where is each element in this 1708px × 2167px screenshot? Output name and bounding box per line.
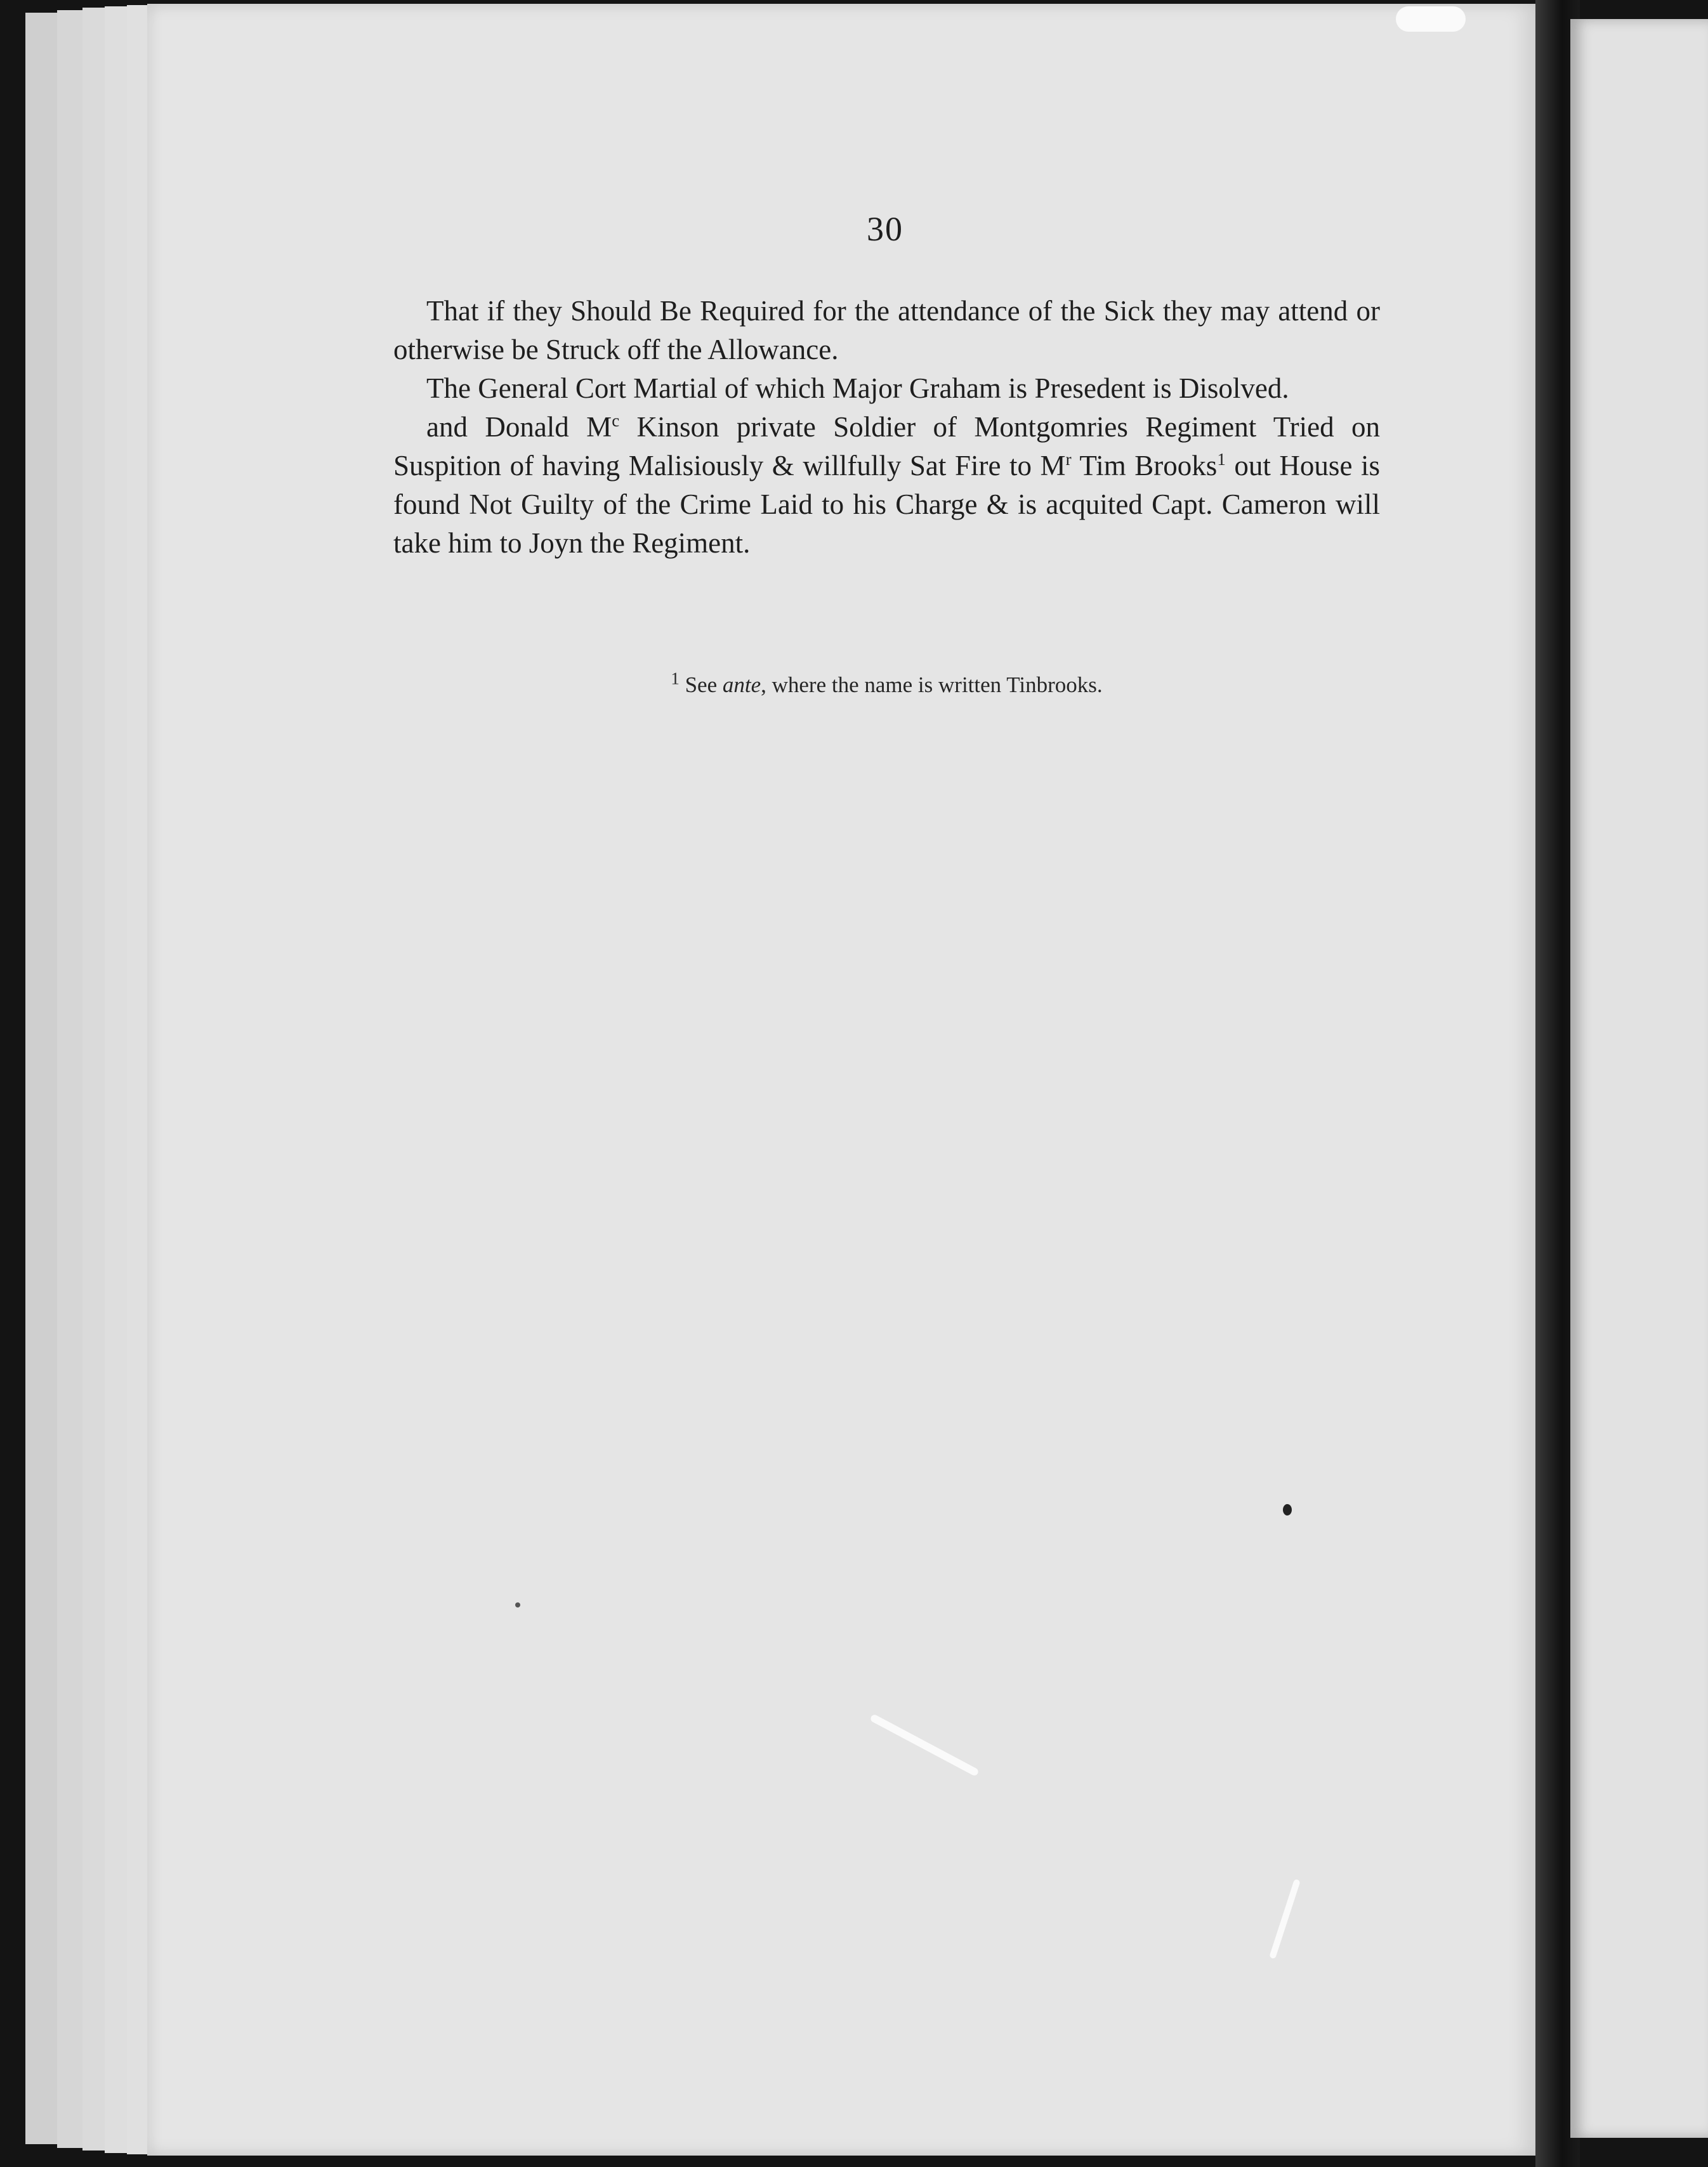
footnote (393, 669, 1380, 698)
footnote-emphasis: ante (722, 672, 761, 697)
paragraph (393, 369, 1380, 408)
superscript-text: c (612, 411, 620, 430)
paragraph-text: That if they Should Be Required for the attendance of the Sick they may attend or otherwise be Struck off the Allowance. (393, 295, 1380, 365)
paragraph-text: and Donald M (426, 411, 612, 443)
page-number: 30 (867, 210, 903, 248)
superscript-text: 1 (1217, 450, 1226, 469)
footnote-suffix: , where the name is written Tinbrooks. (761, 672, 1103, 697)
ink-speck (515, 1602, 520, 1607)
footnote-marker: 1 (671, 669, 680, 688)
paragraph-text: The General Cort Martial of which Major Graham is Presedent is Disolved. (426, 372, 1289, 404)
paragraph-text: out House is found Not Guilty of the Crime Laid to his Charge & is acquited Capt. Cameron will take him to Joyn the Regiment. (393, 450, 1380, 559)
paragraph-text: Kinson private Soldier of Montgomries Regiment Tried on Suspition of having Malisiously & willfully Sat Fire to M (393, 411, 1380, 481)
adjacent-page (1570, 19, 1708, 2138)
ink-speck (1283, 1504, 1292, 1516)
footnote-prefix: See (679, 672, 723, 697)
superscript-text: r (1065, 450, 1072, 469)
body-text (393, 292, 1380, 563)
paragraph-text: Tim Brooks (1071, 450, 1218, 481)
paragraph (393, 292, 1380, 369)
scratch-mark (1396, 6, 1466, 32)
paragraph (393, 408, 1380, 563)
